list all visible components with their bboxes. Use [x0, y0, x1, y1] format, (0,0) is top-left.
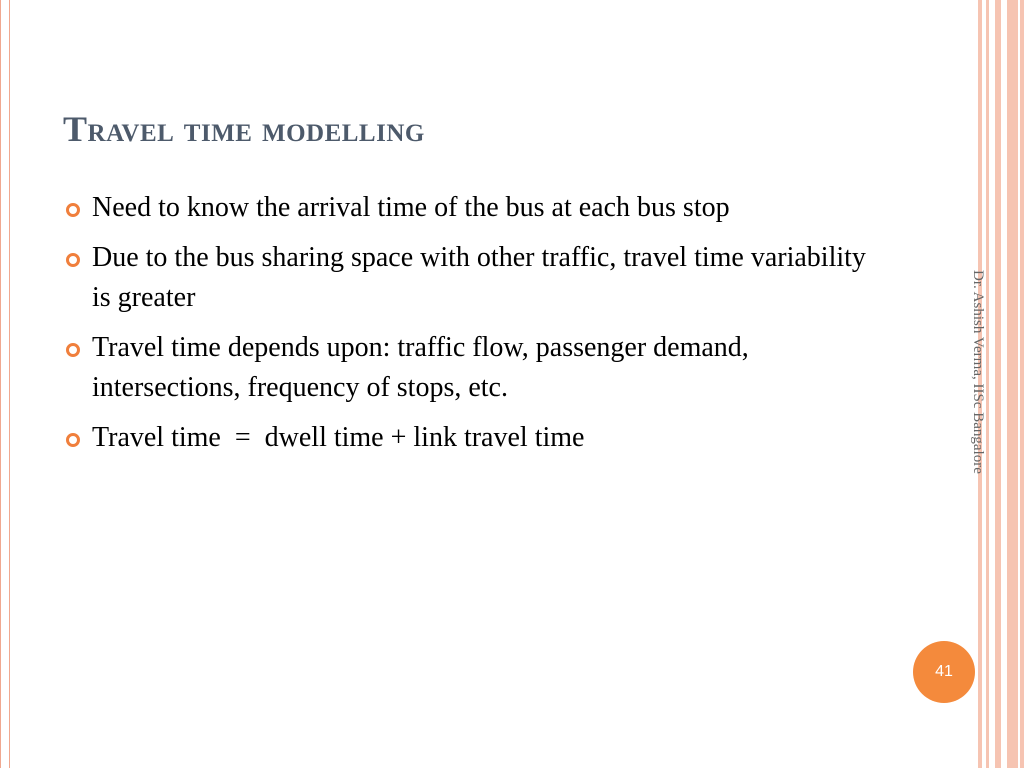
- ring-bullet-icon: [66, 343, 80, 357]
- slide-title: Travel time modelling: [63, 109, 425, 149]
- ring-bullet-icon: [66, 253, 80, 267]
- ring-bullet-icon: [66, 433, 80, 447]
- bullet-item: [64, 238, 884, 318]
- bullet-text: Due to the bus sharing space with other traffic, travel time variability is greater: [92, 242, 866, 313]
- bullet-item: [64, 328, 884, 408]
- bullet-text: Need to know the arrival time of the bus at each bus stop: [92, 192, 730, 223]
- page-number-badge: 41: [913, 641, 975, 703]
- author-credit: Dr. Ashish Verma, IISc Bangalore: [970, 270, 986, 474]
- bullet-text: Travel time = dwell time + link travel time: [92, 422, 585, 453]
- bullet-item: [64, 418, 884, 458]
- left-border-decoration: [0, 0, 10, 768]
- bullet-item: [64, 188, 884, 228]
- bullet-list: [64, 188, 884, 468]
- bullet-text: Travel time depends upon: traffic flow, passenger demand, intersections, frequency of stops, etc.: [92, 332, 749, 403]
- ring-bullet-icon: [66, 203, 80, 217]
